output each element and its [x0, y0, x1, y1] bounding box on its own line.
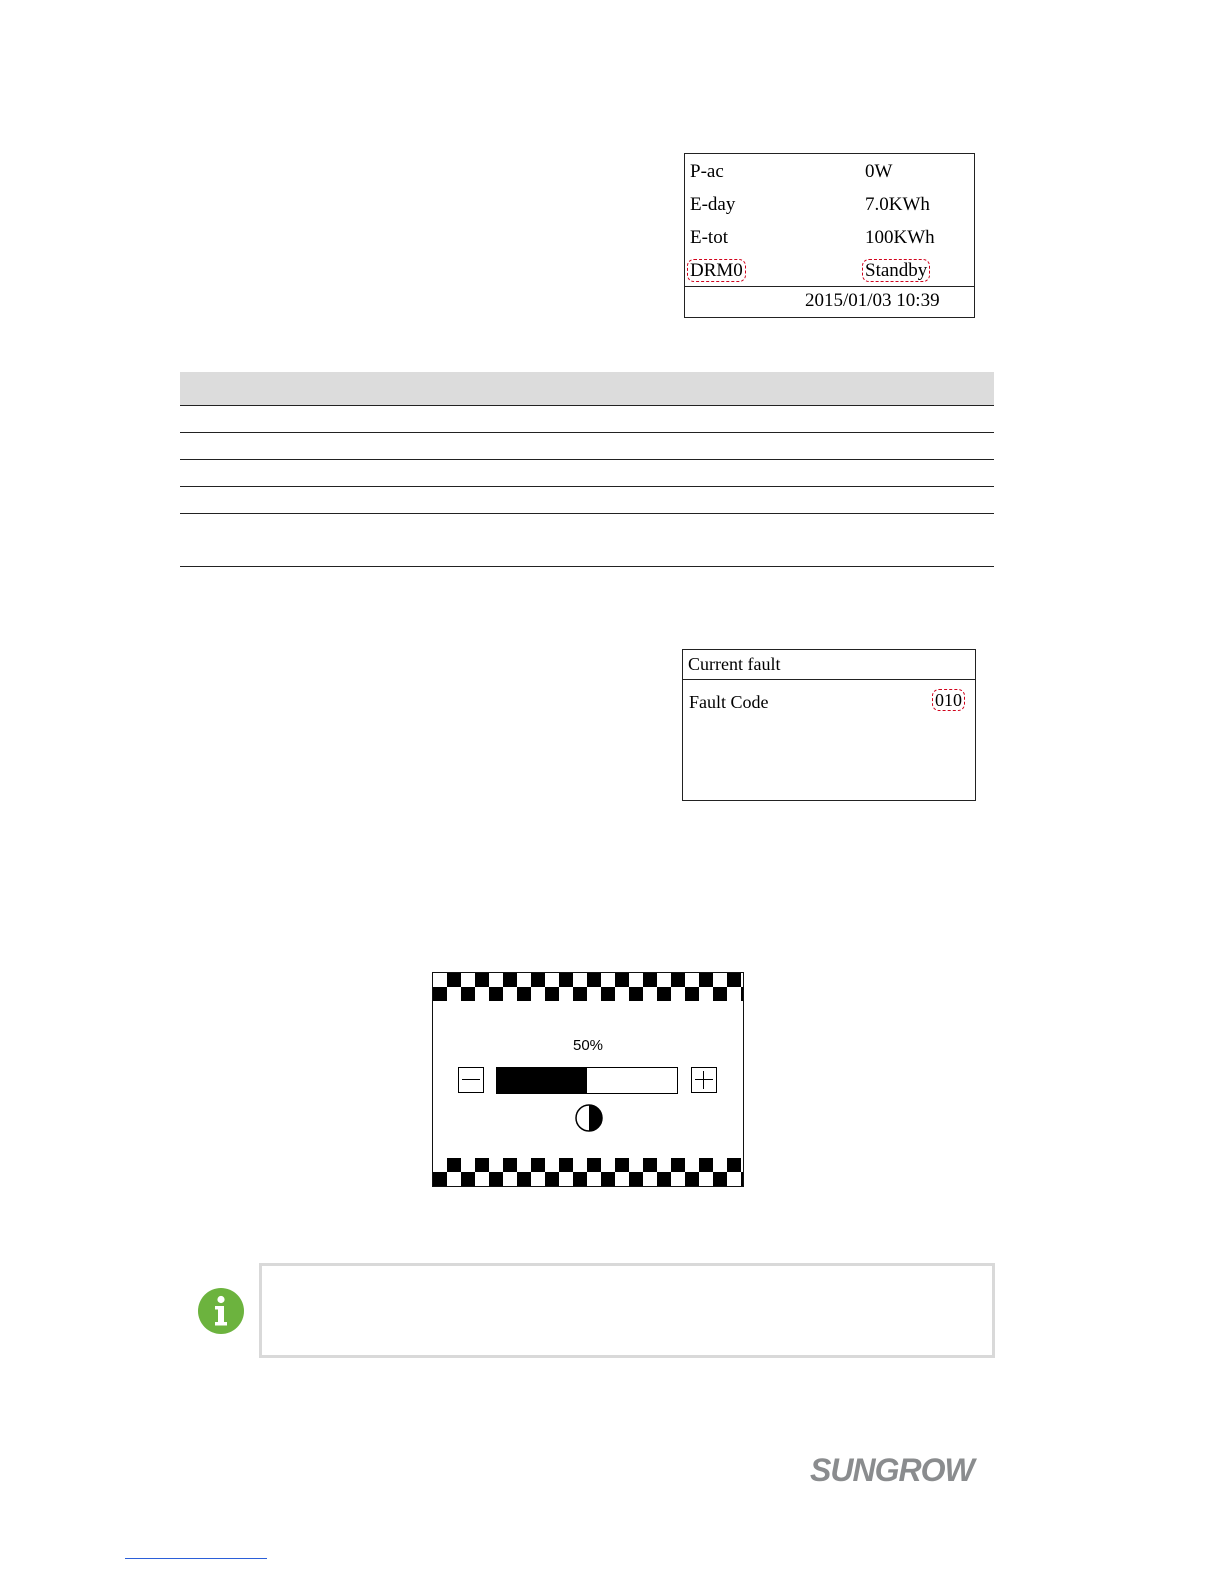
info-icon [197, 1287, 245, 1335]
table-row [180, 433, 994, 460]
status-value: 0W [865, 161, 893, 182]
plus-icon[interactable] [691, 1067, 717, 1093]
contrast-bar[interactable] [496, 1067, 678, 1094]
sungrow-logo [810, 1453, 994, 1487]
minus-icon[interactable] [458, 1067, 484, 1093]
table-row [180, 487, 994, 514]
status-label: P-ac [690, 161, 724, 182]
table-row [180, 514, 994, 567]
fault-code-value: 010 [932, 689, 965, 711]
checker-pattern-top [433, 973, 743, 1001]
status-row-pac [685, 158, 974, 190]
status-display [684, 153, 975, 318]
fault-title: Current fault [688, 654, 781, 674]
contrast-icon [574, 1103, 604, 1133]
state-value: Standby [862, 259, 930, 282]
status-label: E-tot [690, 227, 728, 248]
note-box [259, 1263, 995, 1358]
status-row-eday [685, 191, 974, 223]
drm-label-highlight [690, 260, 746, 282]
svg-text:SUNGROW: SUNGROW [810, 1453, 974, 1487]
status-label: E-day [690, 194, 736, 215]
contrast-screen [432, 972, 744, 1187]
minus-stroke [462, 1079, 480, 1080]
fault-code-label: Fault Code [689, 692, 769, 712]
checker-pattern-bottom [433, 1158, 743, 1186]
status-value: 7.0KWh [865, 194, 930, 215]
status-row-etot [685, 224, 974, 256]
drm-label: DRM0 [687, 259, 746, 282]
table [180, 372, 994, 567]
footer-link-underline [125, 1558, 267, 1559]
status-datetime: 2015/01/03 10:39 [805, 290, 940, 311]
status-row-drm [685, 257, 974, 289]
status-divider [685, 286, 974, 287]
table-row [180, 460, 994, 487]
table-row [180, 406, 994, 433]
table-header [180, 372, 994, 406]
plus-stroke-v [703, 1071, 704, 1089]
contrast-bar-fill [497, 1068, 587, 1093]
plus-stroke-h [695, 1079, 713, 1080]
status-value: 100KWh [865, 227, 935, 248]
contrast-percent: 50% [572, 1037, 604, 1054]
fault-display [682, 649, 976, 801]
fault-divider [683, 679, 975, 680]
state-value-highlight [865, 260, 930, 282]
fault-code-highlight [935, 690, 965, 711]
